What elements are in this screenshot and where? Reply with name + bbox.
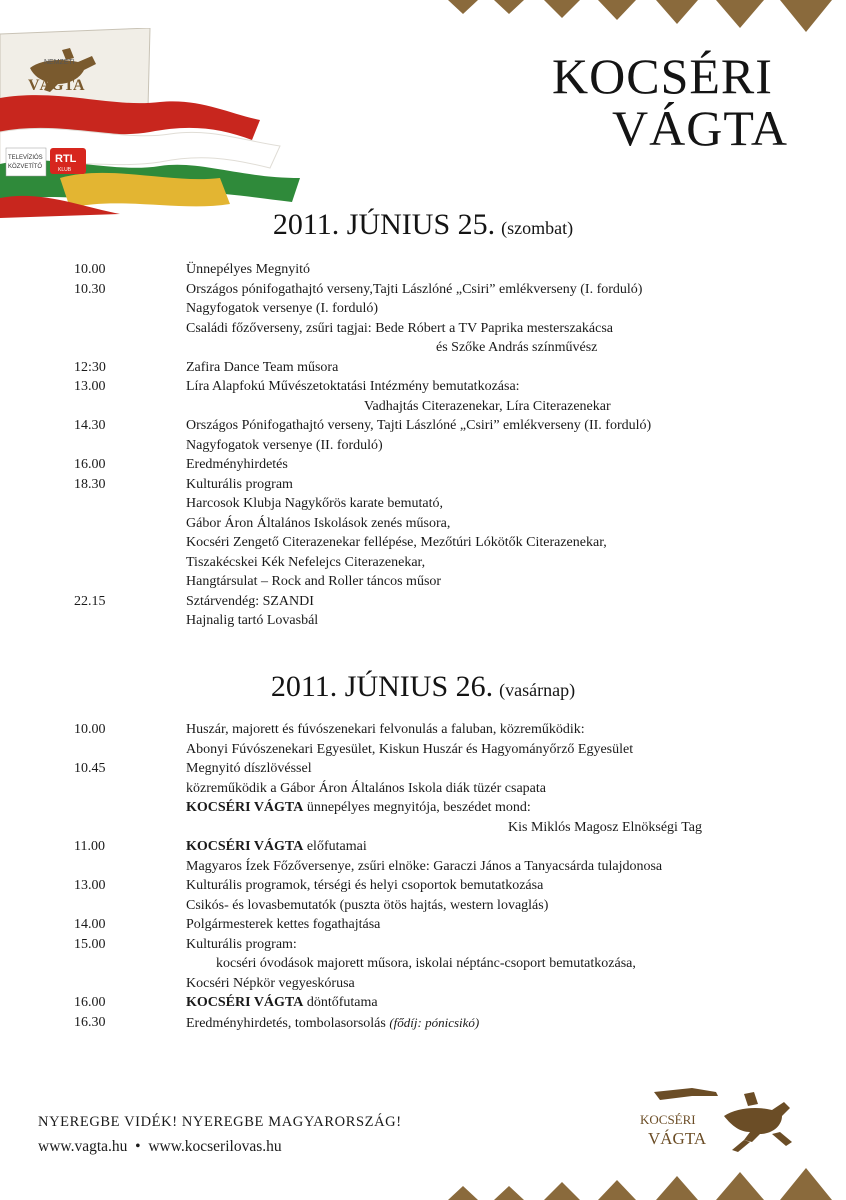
- schedule-row: [0, 740, 846, 760]
- schedule-row: [0, 338, 846, 358]
- tv-channel: RTL: [55, 153, 77, 165]
- schedule-row: [0, 1013, 846, 1033]
- row-text: Nagyfogatok versenye (I. forduló): [186, 301, 379, 316]
- schedule-row: [0, 720, 846, 740]
- row-text: Kis Miklós Magosz Elnökségi Tag: [508, 819, 702, 835]
- day2-schedule: [0, 720, 846, 1032]
- row-text: Tiszakécskei Kék Nefelejcs Citerazenekar,: [186, 554, 426, 570]
- row-text: Hajnalig tartó Lovasbál: [186, 613, 319, 628]
- schedule-row: [0, 260, 846, 280]
- row-text: Abonyi Fúvószenekari Egyesület, Kiskun Huszár és Hagyományőrző Egyesület: [186, 741, 634, 757]
- schedule-row: [0, 876, 846, 896]
- row-time: 14.00: [74, 917, 106, 932]
- row-text: Ünnepélyes Megnyitó: [186, 262, 311, 277]
- row-text: Országos pónifogathajtó verseny,Tajti Lászlóné „Csiri” emlékverseny (I. forduló): [186, 281, 643, 297]
- row-text-rest: előfutamai: [303, 839, 367, 854]
- row-text: közreműködik a Gábor Áron Általános Iskola diák tüzér csapata: [186, 780, 546, 796]
- logo-small-top: NEMZETI: [44, 59, 75, 66]
- row-text: kocséri óvodások majorett műsora, iskolai néptánc-csoport bemutatkozása,: [216, 956, 636, 971]
- schedule-row: [0, 475, 846, 495]
- schedule-row: [0, 572, 846, 592]
- schedule-row: [0, 280, 846, 300]
- row-text-rest: ünnepélyes megnyitója, beszédet mond:: [303, 800, 531, 815]
- row-time: 12:30: [74, 359, 106, 375]
- day2-heading: [0, 670, 846, 704]
- day2-day-name: (vasárnap): [499, 680, 576, 700]
- brand-title-line2: VÁGTA: [612, 100, 788, 156]
- schedule-row: [0, 611, 846, 631]
- schedule-row: [0, 818, 846, 838]
- row-time: 10.00: [74, 262, 106, 277]
- nemzeti-vagta-logo: [0, 28, 300, 218]
- row-text: Megnyitó díszlövéssel: [186, 761, 312, 776]
- row-time: 14.30: [74, 418, 106, 433]
- brand-title-line1: KOCSÉRI: [552, 48, 773, 104]
- row-text: [186, 993, 378, 1013]
- schedule-row: [0, 358, 846, 378]
- row-time: 13.00: [74, 878, 106, 893]
- row-time: 22.15: [74, 593, 106, 609]
- row-time: 16.00: [74, 457, 106, 472]
- logo-small-main: VÁGTA: [28, 77, 85, 94]
- footer-slogan: NYEREGBE VIDÉK! NYEREGBE MAGYARORSZÁG!: [38, 1114, 402, 1130]
- day1-date: 2011. JÚNIUS 25.: [272, 208, 496, 241]
- schedule-row: [0, 896, 846, 916]
- schedule-row: [0, 553, 846, 573]
- row-time: 15.00: [74, 936, 106, 952]
- schedule-row: [0, 416, 846, 436]
- schedule-row: [0, 319, 846, 339]
- row-text: Vadhajtás Citerazenekar, Líra Citerazenekar: [364, 398, 611, 414]
- row-time: 11.00: [74, 839, 105, 854]
- schedule-row: [0, 377, 846, 397]
- schedule-row: [0, 974, 846, 994]
- row-text-main: Eredményhirdetés, tombolasorsolás: [186, 1015, 390, 1031]
- row-text: Kulturális program:: [186, 936, 297, 952]
- row-text: Zafira Dance Team műsora: [186, 359, 339, 375]
- day2-date: 2011. JÚNIUS 26.: [270, 670, 494, 703]
- bottom-triangle-border: [420, 1166, 846, 1200]
- event-name-bold: KOCSÉRI VÁGTA: [186, 839, 304, 854]
- row-text-rest: döntőfutama: [303, 995, 378, 1010]
- row-text: Nagyfogatok versenye (II. forduló): [186, 437, 383, 453]
- row-text: Országos Pónifogathajtó verseny, Tajti Lászlóné „Csiri” emlékverseny (II. forduló): [186, 418, 652, 433]
- row-text: [186, 837, 367, 857]
- schedule-row: [0, 857, 846, 877]
- event-name-bold: KOCSÉRI VÁGTA: [186, 995, 304, 1010]
- schedule-row: [0, 494, 846, 514]
- row-text: [186, 1013, 479, 1034]
- schedule-row: [0, 455, 846, 475]
- schedule-row: [0, 993, 846, 1013]
- row-text: Csikós- és lovasbemutatók (puszta ötös hajtás, western lovaglás): [186, 897, 549, 913]
- row-text: Harcosok Klubja Nagykőrös karate bemutató,: [186, 496, 443, 511]
- schedule-row: [0, 514, 846, 534]
- tv-channel-sub: KLUB: [58, 167, 72, 173]
- schedule-row: [0, 759, 846, 779]
- event-name-bold: KOCSÉRI VÁGTA: [186, 800, 304, 815]
- row-time: 13.00: [74, 379, 106, 394]
- schedule-row: [0, 954, 846, 974]
- row-text: és Szőke András színművész: [436, 340, 598, 355]
- day1-heading: [0, 208, 846, 242]
- schedule-row: [0, 592, 846, 612]
- row-time: 18.30: [74, 476, 106, 492]
- top-triangle-border: [420, 0, 846, 34]
- row-time: 16.00: [74, 995, 106, 1010]
- row-text: Gábor Áron Általános Iskolások zenés műsora,: [186, 515, 451, 531]
- schedule-row: [0, 798, 846, 818]
- schedule-row: [0, 837, 846, 857]
- row-text: [186, 798, 531, 818]
- row-time: 10.30: [74, 281, 106, 297]
- row-text: Sztárvendég: SZANDI: [186, 593, 314, 609]
- row-text: Kocséri Zengető Citerazenekar fellépése, Mezőtúri Lókötők Citerazenekar,: [186, 535, 607, 550]
- row-time: 10.45: [74, 761, 106, 776]
- row-text: Eredményhirdetés: [186, 457, 288, 472]
- tv-label-1: TELEVÍZIÓS: [8, 155, 43, 161]
- logo-bottom-line2: VÁGTA: [648, 1129, 707, 1148]
- schedule-row: [0, 779, 846, 799]
- schedule-row: [0, 935, 846, 955]
- brand-title: [552, 50, 822, 154]
- row-text: Családi főzőverseny, zsűri tagjai: Bede Róbert a TV Paprika mesterszakácsa: [186, 320, 613, 336]
- footer-websites[interactable]: www.vagta.hu • www.kocserilovas.hu: [38, 1138, 282, 1155]
- row-text: Magyaros Ízek Főzőversenye, zsűri elnöke: Garaczi János a Tanyacsárda tulajdonosa: [186, 858, 663, 874]
- prize-note: (fődíj: pónicsikó): [389, 1014, 480, 1030]
- row-time: 16.30: [74, 1014, 106, 1030]
- day1-day-name: (szombat): [501, 218, 574, 238]
- row-text: Kulturális program: [186, 476, 293, 492]
- schedule-row: [0, 299, 846, 319]
- row-text: Hangtársulat – Rock and Roller táncos műsor: [186, 574, 442, 589]
- row-text: Polgármesterek kettes fogathajtása: [186, 917, 381, 932]
- day1-schedule: [0, 260, 846, 631]
- tv-label-2: KÖZVETÍTŐ: [8, 164, 43, 170]
- row-text: Huszár, majorett és fúvószenekari felvonulás a faluban, közreműködik:: [186, 722, 585, 737]
- schedule-row: [0, 436, 846, 456]
- row-text: Kulturális programok, térségi és helyi csoportok bemutatkozása: [186, 878, 544, 893]
- schedule-row: [0, 915, 846, 935]
- row-text: Líra Alapfokú Művészetoktatási Intézmény bemutatkozása:: [186, 379, 520, 394]
- row-time: 10.00: [74, 722, 106, 737]
- kocseri-vagta-logo: [632, 1080, 812, 1160]
- logo-bottom-line1: KOCSÉRI: [640, 1112, 696, 1127]
- schedule-row: [0, 533, 846, 553]
- row-text: Kocséri Népkör vegyeskórusa: [186, 975, 355, 991]
- schedule-row: [0, 397, 846, 417]
